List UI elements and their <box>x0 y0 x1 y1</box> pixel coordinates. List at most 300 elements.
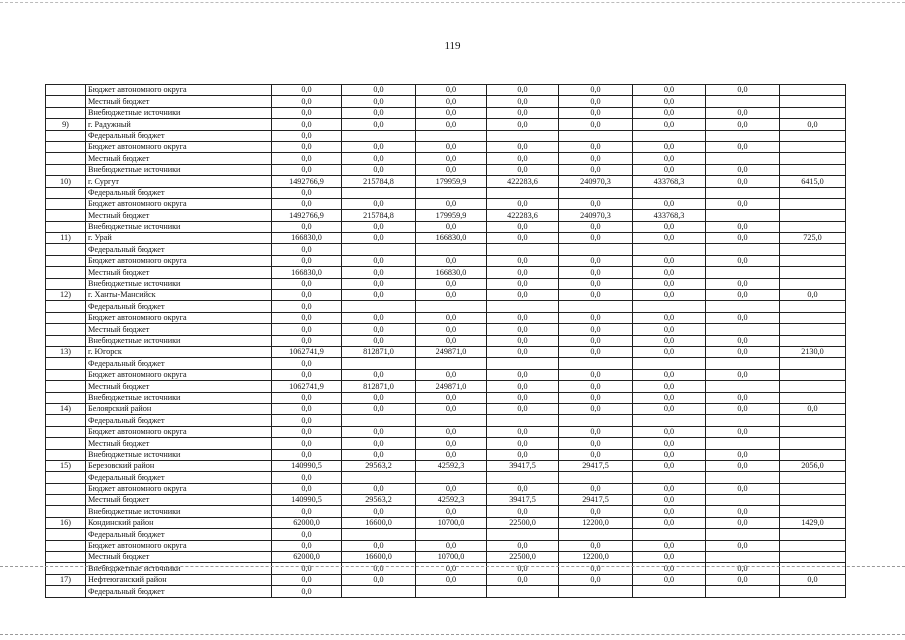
value-cell: 0,0 <box>633 312 706 323</box>
value-cell <box>780 392 846 403</box>
value-cell: 0,0 <box>342 563 416 574</box>
value-cell <box>706 96 780 107</box>
value-cell: 0,0 <box>633 164 706 175</box>
value-cell: 0,0 <box>633 96 706 107</box>
value-cell: 0,0 <box>559 96 633 107</box>
value-cell: 0,0 <box>416 403 487 414</box>
row-number-cell <box>46 85 86 96</box>
table-row <box>46 130 846 141</box>
value-cell: 0,0 <box>559 346 633 357</box>
table-row <box>46 233 846 244</box>
value-cell <box>780 85 846 96</box>
value-cell: 0,0 <box>780 119 846 130</box>
table-row <box>46 96 846 107</box>
table-row <box>46 506 846 517</box>
value-cell: 725,0 <box>780 233 846 244</box>
value-cell: 0,0 <box>633 233 706 244</box>
row-number-cell <box>46 438 86 449</box>
table-row <box>46 552 846 563</box>
table-row <box>46 301 846 312</box>
value-cell: 0,0 <box>416 119 487 130</box>
value-cell: 0,0 <box>633 438 706 449</box>
value-cell <box>780 324 846 335</box>
value-cell: 0,0 <box>272 85 342 96</box>
value-cell: 0,0 <box>272 107 342 118</box>
value-cell: 0,0 <box>633 221 706 232</box>
value-cell: 0,0 <box>706 85 780 96</box>
row-number-cell <box>46 153 86 164</box>
table-row <box>46 460 846 471</box>
table-body <box>46 85 846 598</box>
value-cell: 0,0 <box>487 267 559 278</box>
value-cell: 0,0 <box>272 244 342 255</box>
value-cell <box>780 415 846 426</box>
value-cell <box>780 164 846 175</box>
value-cell: 422283,6 <box>487 176 559 187</box>
value-cell <box>780 529 846 540</box>
value-cell: 0,0 <box>342 438 416 449</box>
value-cell: 0,0 <box>416 141 487 152</box>
row-number-cell <box>46 210 86 221</box>
value-cell: 0,0 <box>342 369 416 380</box>
value-cell: 0,0 <box>416 255 487 266</box>
row-label-cell: Местный бюджет <box>86 381 272 392</box>
value-cell: 1492766,9 <box>272 176 342 187</box>
row-label-cell: Бюджет автономного округа <box>86 198 272 209</box>
value-cell <box>706 187 780 198</box>
value-cell: 0,0 <box>706 312 780 323</box>
value-cell: 0,0 <box>342 164 416 175</box>
value-cell: 0,0 <box>272 301 342 312</box>
value-cell: 39417,5 <box>487 460 559 471</box>
value-cell: 16600,0 <box>342 552 416 563</box>
value-cell: 0,0 <box>487 141 559 152</box>
value-cell: 0,0 <box>633 552 706 563</box>
value-cell: 0,0 <box>633 483 706 494</box>
row-label-cell: Местный бюджет <box>86 495 272 506</box>
row-number-cell <box>46 506 86 517</box>
value-cell: 0,0 <box>272 483 342 494</box>
value-cell: 0,0 <box>559 198 633 209</box>
value-cell: 2130,0 <box>780 346 846 357</box>
row-number-cell <box>46 495 86 506</box>
value-cell: 0,0 <box>487 290 559 301</box>
table-row <box>46 141 846 152</box>
value-cell <box>706 267 780 278</box>
row-number-cell <box>46 586 86 597</box>
value-cell: 0,0 <box>706 255 780 266</box>
row-label-cell: Федеральный бюджет <box>86 529 272 540</box>
value-cell: 0,0 <box>416 506 487 517</box>
value-cell: 0,0 <box>272 141 342 152</box>
value-cell: 0,0 <box>272 392 342 403</box>
value-cell: 0,0 <box>342 255 416 266</box>
value-cell <box>342 187 416 198</box>
row-number-cell: 10) <box>46 176 86 187</box>
value-cell: 422283,6 <box>487 210 559 221</box>
value-cell: 0,0 <box>416 483 487 494</box>
value-cell: 0,0 <box>342 107 416 118</box>
row-number-cell <box>46 312 86 323</box>
value-cell: 0,0 <box>272 153 342 164</box>
value-cell <box>780 495 846 506</box>
value-cell: 0,0 <box>559 312 633 323</box>
value-cell: 0,0 <box>416 198 487 209</box>
value-cell: 0,0 <box>487 233 559 244</box>
value-cell: 0,0 <box>416 153 487 164</box>
value-cell <box>559 586 633 597</box>
value-cell: 0,0 <box>487 403 559 414</box>
row-number-cell <box>46 392 86 403</box>
value-cell: 0,0 <box>416 335 487 346</box>
row-number-cell: 14) <box>46 403 86 414</box>
value-cell: 0,0 <box>559 483 633 494</box>
value-cell: 179959,9 <box>416 176 487 187</box>
table-row <box>46 495 846 506</box>
value-cell: 29417,5 <box>559 460 633 471</box>
row-number-cell <box>46 426 86 437</box>
row-number-cell <box>46 141 86 152</box>
value-cell <box>342 586 416 597</box>
value-cell <box>487 187 559 198</box>
table-row <box>46 415 846 426</box>
table-row <box>46 529 846 540</box>
value-cell: 0,0 <box>633 563 706 574</box>
table-row <box>46 290 846 301</box>
value-cell: 0,0 <box>559 438 633 449</box>
table-row <box>46 358 846 369</box>
value-cell: 0,0 <box>706 483 780 494</box>
value-cell <box>633 301 706 312</box>
table-row <box>46 221 846 232</box>
value-cell: 0,0 <box>416 574 487 585</box>
value-cell: 0,0 <box>342 449 416 460</box>
value-cell: 0,0 <box>342 96 416 107</box>
row-number-cell: 13) <box>46 346 86 357</box>
value-cell <box>780 255 846 266</box>
table-row <box>46 85 846 96</box>
value-cell <box>706 130 780 141</box>
value-cell <box>706 552 780 563</box>
row-label-cell: Бюджет автономного округа <box>86 255 272 266</box>
value-cell <box>780 369 846 380</box>
value-cell: 812871,0 <box>342 381 416 392</box>
value-cell: 0,0 <box>706 403 780 414</box>
row-number-cell <box>46 529 86 540</box>
value-cell <box>633 529 706 540</box>
value-cell: 0,0 <box>780 403 846 414</box>
table-row <box>46 335 846 346</box>
table-row <box>46 198 846 209</box>
value-cell: 0,0 <box>487 153 559 164</box>
value-cell: 0,0 <box>416 392 487 403</box>
row-number-cell: 16) <box>46 517 86 528</box>
value-cell: 0,0 <box>416 563 487 574</box>
value-cell: 0,0 <box>416 96 487 107</box>
value-cell: 0,0 <box>342 290 416 301</box>
row-label-cell: Белоярский район <box>86 403 272 414</box>
value-cell <box>342 130 416 141</box>
value-cell: 12200,0 <box>559 517 633 528</box>
budget-table <box>45 84 846 598</box>
value-cell <box>416 472 487 483</box>
value-cell: 0,0 <box>559 221 633 232</box>
table-row <box>46 324 846 335</box>
value-cell <box>342 244 416 255</box>
row-label-cell: Федеральный бюджет <box>86 130 272 141</box>
value-cell <box>342 415 416 426</box>
value-cell: 0,0 <box>706 460 780 471</box>
row-number-cell <box>46 449 86 460</box>
value-cell: 0,0 <box>487 574 559 585</box>
row-label-cell: Бюджет автономного округа <box>86 85 272 96</box>
row-number-cell: 11) <box>46 233 86 244</box>
table-row <box>46 176 846 187</box>
value-cell: 0,0 <box>633 324 706 335</box>
value-cell: 249871,0 <box>416 346 487 357</box>
value-cell: 0,0 <box>706 392 780 403</box>
value-cell: 0,0 <box>416 449 487 460</box>
row-label-cell: Местный бюджет <box>86 438 272 449</box>
table-row <box>46 586 846 597</box>
row-label-cell: Федеральный бюджет <box>86 415 272 426</box>
value-cell <box>633 130 706 141</box>
value-cell <box>416 586 487 597</box>
value-cell: 0,0 <box>706 449 780 460</box>
value-cell <box>780 221 846 232</box>
value-cell: 812871,0 <box>342 346 416 357</box>
value-cell: 1062741,9 <box>272 381 342 392</box>
value-cell: 0,0 <box>272 369 342 380</box>
value-cell <box>633 472 706 483</box>
value-cell: 16600,0 <box>342 517 416 528</box>
page-number: 119 <box>444 40 461 52</box>
value-cell: 0,0 <box>272 278 342 289</box>
value-cell <box>780 187 846 198</box>
value-cell <box>706 210 780 221</box>
value-cell: 1062741,9 <box>272 346 342 357</box>
value-cell: 0,0 <box>272 335 342 346</box>
value-cell <box>706 358 780 369</box>
value-cell: 0,0 <box>633 540 706 551</box>
value-cell: 62000,0 <box>272 517 342 528</box>
row-number-cell <box>46 301 86 312</box>
value-cell <box>706 324 780 335</box>
row-number-cell: 15) <box>46 460 86 471</box>
value-cell: 0,0 <box>559 153 633 164</box>
row-label-cell: г. Сургут <box>86 176 272 187</box>
value-cell: 0,0 <box>487 278 559 289</box>
value-cell <box>559 472 633 483</box>
value-cell: 0,0 <box>633 403 706 414</box>
value-cell: 0,0 <box>487 369 559 380</box>
value-cell: 0,0 <box>272 449 342 460</box>
value-cell: 0,0 <box>559 119 633 130</box>
value-cell: 0,0 <box>706 346 780 357</box>
value-cell <box>487 415 559 426</box>
value-cell: 0,0 <box>706 141 780 152</box>
table-row <box>46 381 846 392</box>
row-label-cell: Внебюджетные источники <box>86 221 272 232</box>
value-cell: 0,0 <box>706 221 780 232</box>
value-cell: 0,0 <box>633 85 706 96</box>
value-cell <box>633 187 706 198</box>
value-cell: 12200,0 <box>559 552 633 563</box>
value-cell: 0,0 <box>342 574 416 585</box>
row-label-cell: Федеральный бюджет <box>86 586 272 597</box>
row-number-cell <box>46 107 86 118</box>
value-cell: 22500,0 <box>487 517 559 528</box>
value-cell <box>633 586 706 597</box>
value-cell: 0,0 <box>559 506 633 517</box>
value-cell <box>780 267 846 278</box>
value-cell: 0,0 <box>559 324 633 335</box>
value-cell: 0,0 <box>706 517 780 528</box>
row-label-cell: Федеральный бюджет <box>86 187 272 198</box>
value-cell <box>416 415 487 426</box>
value-cell: 0,0 <box>272 540 342 551</box>
value-cell: 0,0 <box>559 267 633 278</box>
value-cell <box>559 187 633 198</box>
value-cell <box>633 415 706 426</box>
value-cell <box>780 210 846 221</box>
value-cell: 0,0 <box>559 540 633 551</box>
value-cell <box>780 312 846 323</box>
value-cell: 0,0 <box>633 369 706 380</box>
value-cell <box>487 301 559 312</box>
value-cell <box>342 301 416 312</box>
row-number-cell <box>46 415 86 426</box>
value-cell: 433768,3 <box>633 176 706 187</box>
value-cell <box>487 358 559 369</box>
row-label-cell: Бюджет автономного округа <box>86 426 272 437</box>
value-cell: 0,0 <box>487 198 559 209</box>
value-cell: 166830,0 <box>272 233 342 244</box>
value-cell: 0,0 <box>272 119 342 130</box>
table-row <box>46 392 846 403</box>
row-number-cell <box>46 369 86 380</box>
value-cell: 433768,3 <box>633 210 706 221</box>
row-label-cell: Местный бюджет <box>86 552 272 563</box>
scan-fold-line <box>0 566 905 567</box>
value-cell <box>416 529 487 540</box>
value-cell: 0,0 <box>487 346 559 357</box>
value-cell <box>780 141 846 152</box>
value-cell <box>559 529 633 540</box>
value-cell: 0,0 <box>272 586 342 597</box>
row-number-cell <box>46 221 86 232</box>
row-number-cell <box>46 187 86 198</box>
value-cell: 0,0 <box>633 290 706 301</box>
value-cell: 0,0 <box>272 358 342 369</box>
value-cell: 0,0 <box>706 233 780 244</box>
value-cell: 240970,3 <box>559 176 633 187</box>
value-cell: 0,0 <box>706 164 780 175</box>
value-cell: 0,0 <box>559 85 633 96</box>
row-label-cell: Бюджет автономного округа <box>86 483 272 494</box>
value-cell: 0,0 <box>416 540 487 551</box>
value-cell: 0,0 <box>342 221 416 232</box>
value-cell: 0,0 <box>780 290 846 301</box>
value-cell: 62000,0 <box>272 552 342 563</box>
value-cell <box>487 529 559 540</box>
table-row <box>46 210 846 221</box>
row-label-cell: Федеральный бюджет <box>86 301 272 312</box>
value-cell: 0,0 <box>272 438 342 449</box>
table-row <box>46 278 846 289</box>
row-label-cell: Бюджет автономного округа <box>86 540 272 551</box>
value-cell: 0,0 <box>780 574 846 585</box>
value-cell: 0,0 <box>559 255 633 266</box>
value-cell: 0,0 <box>416 221 487 232</box>
value-cell <box>416 130 487 141</box>
value-cell: 0,0 <box>272 312 342 323</box>
row-label-cell: Березовский район <box>86 460 272 471</box>
value-cell: 0,0 <box>559 335 633 346</box>
value-cell <box>633 244 706 255</box>
value-cell: 0,0 <box>342 483 416 494</box>
value-cell: 0,0 <box>633 506 706 517</box>
value-cell: 0,0 <box>487 119 559 130</box>
scan-edge-bottom <box>0 634 905 635</box>
row-label-cell: Федеральный бюджет <box>86 358 272 369</box>
row-label-cell: Внебюджетные источники <box>86 449 272 460</box>
table-row <box>46 426 846 437</box>
value-cell <box>706 381 780 392</box>
value-cell: 22500,0 <box>487 552 559 563</box>
table-row <box>46 164 846 175</box>
value-cell: 0,0 <box>272 221 342 232</box>
value-cell: 0,0 <box>706 335 780 346</box>
row-label-cell: Местный бюджет <box>86 324 272 335</box>
value-cell: 249871,0 <box>416 381 487 392</box>
value-cell: 0,0 <box>487 449 559 460</box>
value-cell: 0,0 <box>706 290 780 301</box>
table-row <box>46 119 846 130</box>
row-number-cell <box>46 267 86 278</box>
table-row <box>46 244 846 255</box>
row-number-cell <box>46 358 86 369</box>
value-cell <box>780 483 846 494</box>
value-cell: 0,0 <box>633 574 706 585</box>
value-cell <box>706 244 780 255</box>
value-cell: 0,0 <box>416 290 487 301</box>
value-cell <box>780 449 846 460</box>
row-number-cell <box>46 472 86 483</box>
value-cell: 0,0 <box>416 164 487 175</box>
row-label-cell: г. Югорск <box>86 346 272 357</box>
row-number-cell <box>46 335 86 346</box>
value-cell <box>706 529 780 540</box>
value-cell <box>706 472 780 483</box>
table-row <box>46 369 846 380</box>
value-cell: 0,0 <box>342 312 416 323</box>
row-label-cell: Местный бюджет <box>86 267 272 278</box>
value-cell: 0,0 <box>272 563 342 574</box>
value-cell: 0,0 <box>272 198 342 209</box>
value-cell: 42592,3 <box>416 495 487 506</box>
table-row <box>46 107 846 118</box>
value-cell: 1492766,9 <box>272 210 342 221</box>
value-cell: 0,0 <box>416 438 487 449</box>
value-cell: 6415,0 <box>780 176 846 187</box>
value-cell <box>559 244 633 255</box>
table-row <box>46 312 846 323</box>
value-cell: 0,0 <box>559 290 633 301</box>
value-cell: 0,0 <box>633 267 706 278</box>
value-cell: 0,0 <box>559 426 633 437</box>
value-cell: 0,0 <box>487 312 559 323</box>
